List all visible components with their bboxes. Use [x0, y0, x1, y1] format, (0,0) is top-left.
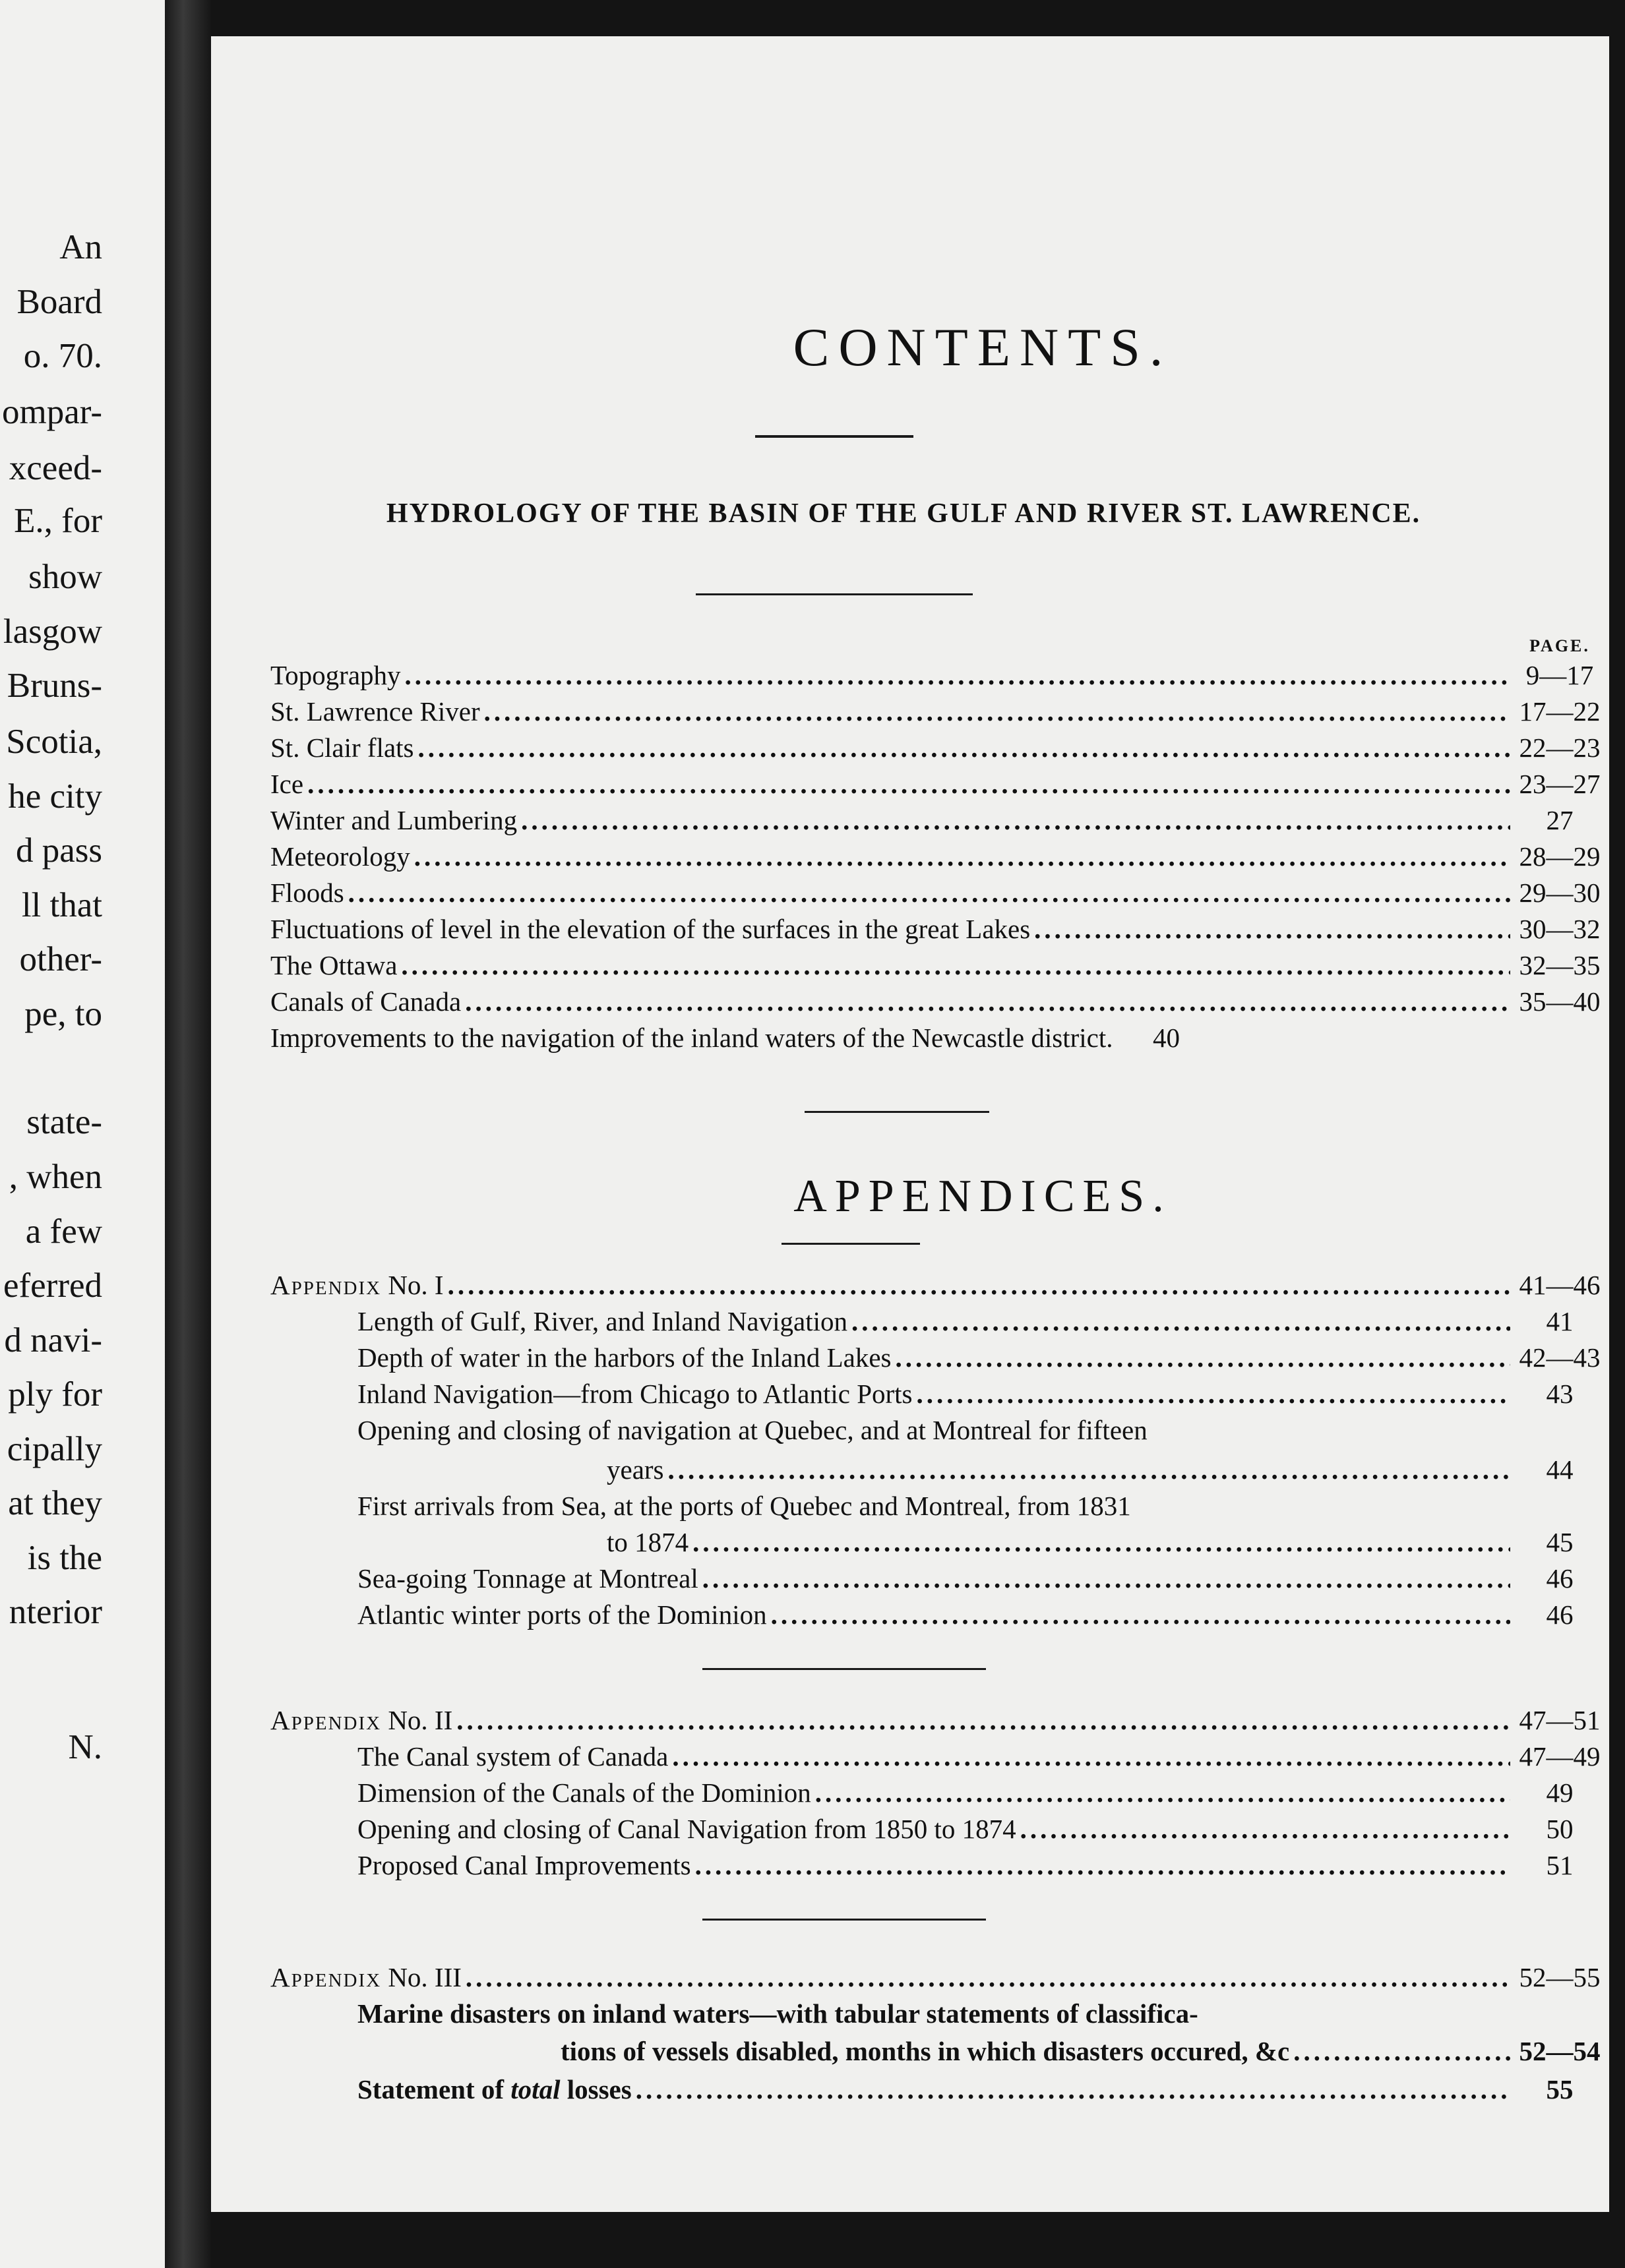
entry-pages: 46 — [1546, 1563, 1574, 1594]
appendix-number: No. II — [388, 1705, 453, 1735]
dot-leader — [1020, 1813, 1510, 1845]
entry-label: First arrivals from Sea, at the ports of Quebec and Montreal, from 1831 — [357, 1491, 1131, 1521]
dot-leader — [1293, 2035, 1510, 2067]
entry-label: Sea-going Tonnage at Montreal — [357, 1563, 698, 1594]
dot-leader — [401, 949, 1510, 981]
entry-pages: 52—54 — [1519, 2036, 1601, 2066]
prev-page-line: E., for — [14, 502, 102, 540]
prev-page-line: Scotia, — [6, 723, 102, 761]
previous-page-fragment — [0, 0, 165, 2268]
prev-page-line: ply for — [8, 1375, 102, 1414]
entry-label: Improvements to the navigation of the inland waters of the Newcastle district. — [270, 1023, 1113, 1053]
entry-pages: 43 — [1546, 1379, 1574, 1409]
entry-label: Length of Gulf, River, and Inland Navigation — [357, 1306, 848, 1336]
entry-pages: 46 — [1546, 1599, 1574, 1630]
toc-entry[interactable] — [270, 1022, 1609, 1059]
prev-page-line: is the — [27, 1539, 102, 1577]
toc-entry[interactable] — [270, 986, 1609, 1023]
entry-pages: 29—30 — [1519, 878, 1601, 908]
entry-pages: 41—46 — [1519, 1270, 1601, 1300]
dot-leader — [456, 1704, 1510, 1736]
prev-page-line: lasgow — [3, 612, 102, 651]
prev-page-line: at they — [8, 1484, 102, 1522]
dot-leader — [695, 1849, 1510, 1881]
entry-label: Atlantic winter ports of the Dominion — [357, 1599, 767, 1630]
entry-pages: 49 — [1546, 1777, 1574, 1808]
dot-leader — [448, 1269, 1510, 1301]
dot-leader — [672, 1741, 1510, 1772]
dot-leader — [465, 986, 1510, 1017]
entry-pages: 50 — [1546, 1814, 1574, 1844]
entry-pages: 51 — [1546, 1850, 1574, 1880]
entry-label-continued: years — [607, 1454, 664, 1485]
entry-label: Opening and closing of navigation at Quebec, and at Montreal for fifteen — [357, 1415, 1148, 1445]
entry-label: Floods — [270, 878, 344, 908]
divider-rule — [696, 593, 973, 595]
toc-entry[interactable] — [357, 1563, 1609, 1599]
prev-page-line: o. 70. — [23, 337, 102, 375]
dot-leader — [484, 696, 1510, 727]
toc-entry[interactable] — [270, 804, 1609, 841]
prev-page-line: ll that — [21, 886, 102, 924]
dot-leader — [405, 659, 1510, 691]
prev-page-line: N. — [68, 1728, 102, 1766]
prev-page-line: a few — [25, 1212, 102, 1251]
entry-label: Meteorology — [270, 841, 410, 872]
entry-label-continued: to 1874 — [607, 1527, 689, 1557]
toc-entry[interactable] — [357, 1777, 1609, 1814]
dot-leader — [1034, 913, 1510, 945]
entry-pages: 41 — [1546, 1306, 1574, 1336]
toc-entry[interactable] — [357, 1849, 1609, 1886]
toc-entry[interactable] — [270, 841, 1609, 878]
entry-pages: 55 — [1546, 2074, 1574, 2104]
entry-label: Fluctuations of level in the elevation of the surfaces in the great Lakes — [270, 914, 1031, 944]
entry-label: Depth of water in the harbors of the Inland Lakes — [357, 1342, 892, 1373]
divider-rule — [702, 1668, 986, 1670]
entry-pages: 47—49 — [1519, 1741, 1601, 1772]
prev-page-line: d navi- — [4, 1321, 102, 1359]
appendices-title: APPENDICES. — [793, 1171, 1172, 1222]
entry-label: Topography — [270, 660, 401, 690]
appendix-heading[interactable] — [270, 1961, 1609, 1998]
entry-label: Dimension of the Canals of the Dominion — [357, 1777, 811, 1808]
prev-page-line: show — [28, 558, 102, 596]
toc-entry[interactable] — [357, 2074, 1609, 2110]
prev-page-line: d pass — [15, 831, 102, 870]
entry-pages: 52—55 — [1519, 1962, 1601, 1992]
toc-entry[interactable] — [357, 1813, 1609, 1850]
page-column-header: PAGE. — [1529, 636, 1590, 655]
prev-page-line: An — [59, 228, 102, 266]
toc-entry[interactable] — [270, 732, 1609, 769]
toc-entry[interactable] — [357, 1305, 1609, 1342]
prev-page-line: Board — [16, 283, 102, 321]
entry-pages: 28—29 — [1519, 841, 1601, 872]
dot-leader — [414, 841, 1510, 872]
entry-label: St. Lawrence River — [270, 696, 480, 727]
appendix-prefix: Appendix — [270, 1270, 382, 1300]
divider-rule — [755, 435, 913, 438]
entry-pages: 32—35 — [1519, 950, 1601, 980]
entry-label: St. Clair flats — [270, 732, 414, 763]
dot-leader — [815, 1777, 1510, 1808]
entry-label: losses — [560, 2074, 632, 2104]
entry-pages: 35—40 — [1519, 986, 1601, 1017]
entry-pages: 23—27 — [1519, 769, 1601, 799]
entry-label-continued: tions of vessels disabled, months in which disasters occured, &c — [561, 2036, 1290, 2066]
entry-label: Canals of Canada — [270, 986, 462, 1017]
dot-leader — [307, 768, 1510, 800]
toc-entry[interactable] — [270, 768, 1609, 805]
dot-leader — [895, 1342, 1510, 1373]
prev-page-line: xceed- — [9, 449, 102, 487]
prev-page-line: state- — [26, 1103, 102, 1141]
toc-entry-continued[interactable] — [607, 1526, 1609, 1563]
appendix-prefix: Appendix — [270, 1705, 382, 1735]
dot-leader — [692, 1526, 1510, 1558]
prev-page-line: cipally — [7, 1430, 102, 1468]
dot-leader — [917, 1378, 1510, 1410]
entry-pages: 27 — [1546, 805, 1574, 835]
contents-page — [211, 36, 1609, 2212]
appendix-number: No. I — [388, 1270, 444, 1300]
toc-entry[interactable] — [270, 696, 1609, 732]
divider-rule — [805, 1111, 989, 1113]
entry-label: Winter and Lumbering — [270, 805, 518, 835]
entry-label-emphasis: total — [510, 2074, 561, 2104]
entry-label: Proposed Canal Improvements — [357, 1850, 691, 1880]
prev-page-line: he city — [8, 777, 102, 816]
entry-label: Inland Navigation—from Chicago to Atlantic Ports — [357, 1379, 913, 1409]
prev-page-line: nterior — [9, 1593, 102, 1631]
dot-leader — [702, 1563, 1510, 1594]
entry-label: Ice — [270, 769, 304, 799]
entry-pages: 44 — [1546, 1454, 1574, 1485]
appendix-prefix: Appendix — [270, 1962, 382, 1992]
toc-entry[interactable] — [270, 949, 1609, 986]
dot-leader — [521, 804, 1510, 836]
entry-label: Opening and closing of Canal Navigation from 1850 to 1874 — [357, 1814, 1016, 1844]
toc-entry[interactable] — [270, 913, 1609, 950]
entry-label: Statement of — [357, 2074, 511, 2104]
prev-page-line: ompar- — [2, 393, 102, 431]
toc-entry[interactable] — [270, 877, 1609, 914]
entry-pages: 47—51 — [1519, 1705, 1601, 1735]
appendix-heading[interactable] — [270, 1269, 1609, 1306]
entry-pages: 17—22 — [1519, 696, 1601, 727]
prev-page-line: pe, to — [24, 995, 102, 1033]
entry-label: Marine disasters on inland waters—with tabular statements of classifica- — [357, 1998, 1198, 2029]
dot-leader — [348, 877, 1510, 909]
prev-page-line: , when — [9, 1158, 102, 1196]
entry-pages: 45 — [1546, 1527, 1574, 1557]
dot-leader — [851, 1305, 1510, 1337]
entry-label: The Ottawa — [270, 950, 398, 980]
entry-pages: 9—17 — [1525, 660, 1594, 690]
divider-rule — [702, 1919, 986, 1921]
toc-entry[interactable] — [357, 1741, 1609, 1777]
appendix-heading[interactable] — [270, 1704, 1609, 1741]
toc-entry-continued[interactable] — [561, 2035, 1609, 2072]
entry-pages: 40 — [1152, 1023, 1180, 1053]
toc-entry[interactable] — [357, 1378, 1609, 1415]
book-gutter — [165, 0, 211, 2268]
appendix-number: No. III — [388, 1962, 462, 1992]
dot-leader — [771, 1599, 1510, 1630]
dot-leader — [466, 1961, 1510, 1993]
entry-pages: 30—32 — [1519, 914, 1601, 944]
toc-entry[interactable] — [357, 1599, 1609, 1636]
dot-leader — [418, 732, 1510, 763]
toc-entry[interactable] — [270, 659, 1609, 696]
entry-pages: 42—43 — [1519, 1342, 1601, 1373]
dot-leader — [636, 2074, 1510, 2105]
prev-page-line: Bruns- — [7, 667, 102, 705]
entry-label: The Canal system of Canada — [357, 1741, 669, 1772]
prev-page-line: other- — [19, 940, 102, 978]
divider-rule — [782, 1243, 920, 1245]
entry-pages: 22—23 — [1519, 732, 1601, 763]
dot-leader — [668, 1454, 1510, 1485]
toc-entry[interactable] — [357, 1342, 1609, 1379]
prev-page-line: eferred — [3, 1267, 102, 1305]
section-heading: HYDROLOGY OF THE BASIN OF THE GULF AND RIVER ST. LAWRENCE. — [386, 498, 1421, 529]
toc-entry-continued[interactable] — [607, 1454, 1609, 1491]
page-title: CONTENTS. — [793, 317, 1173, 377]
